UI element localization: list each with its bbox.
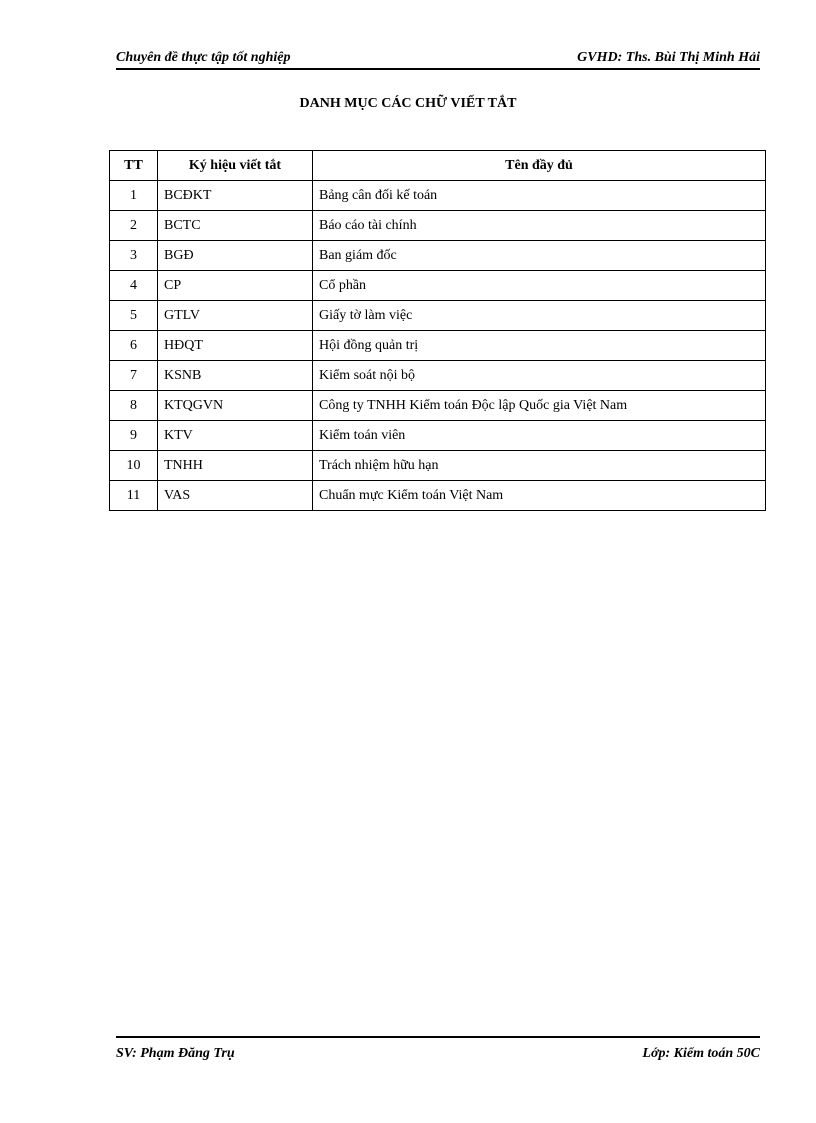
row-abbreviation: BCĐKT [158, 181, 313, 211]
row-full-name: Báo cáo tài chính [313, 211, 766, 241]
row-full-name: Cổ phần [313, 271, 766, 301]
row-number: 1 [110, 181, 158, 211]
row-number: 10 [110, 451, 158, 481]
table-row [110, 421, 766, 451]
row-full-name: Ban giám đốc [313, 241, 766, 271]
table-row [110, 211, 766, 241]
abbreviation-table [109, 150, 766, 511]
row-full-name: Hội đồng quản trị [313, 331, 766, 361]
row-number: 11 [110, 481, 158, 511]
header-right-text: GVHD: Ths. Bùi Thị Minh Hải [577, 50, 760, 65]
table-row [110, 451, 766, 481]
row-abbreviation: TNHH [158, 451, 313, 481]
row-abbreviation: KTQGVN [158, 391, 313, 421]
page-header [116, 48, 760, 70]
row-number: 2 [110, 211, 158, 241]
table-row [110, 241, 766, 271]
page-title: DANH MỤC CÁC CHỮ VIẾT TẮT [299, 96, 517, 111]
table-row [110, 391, 766, 421]
table-row [110, 331, 766, 361]
row-full-name: Bảng cân đối kế toán [313, 181, 766, 211]
column-header-tt: TT [110, 151, 158, 181]
row-abbreviation: BGĐ [158, 241, 313, 271]
row-abbreviation: KSNB [158, 361, 313, 391]
row-number: 3 [110, 241, 158, 271]
row-full-name: Trách nhiệm hữu hạn [313, 451, 766, 481]
table-row [110, 271, 766, 301]
row-abbreviation: CP [158, 271, 313, 301]
table-header-row [110, 151, 766, 181]
row-number: 6 [110, 331, 158, 361]
row-number: 4 [110, 271, 158, 301]
table-row [110, 481, 766, 511]
row-abbreviation: VAS [158, 481, 313, 511]
row-full-name: Kiểm toán viên [313, 421, 766, 451]
row-number: 7 [110, 361, 158, 391]
footer-class-name: Lớp: Kiểm toán 50C [642, 1046, 760, 1061]
footer-student-name: SV: Phạm Đăng Trụ [116, 1046, 235, 1061]
row-full-name: Kiểm soát nội bộ [313, 361, 766, 391]
row-number: 8 [110, 391, 158, 421]
row-full-name: Công ty TNHH Kiểm toán Độc lập Quốc gia Việt Nam [313, 391, 766, 421]
column-header-abbreviation: Ký hiệu viết tắt [158, 151, 313, 181]
page-footer [116, 1036, 760, 1068]
row-abbreviation: GTLV [158, 301, 313, 331]
table-row [110, 301, 766, 331]
row-abbreviation: KTV [158, 421, 313, 451]
table-row [110, 361, 766, 391]
row-number: 9 [110, 421, 158, 451]
row-full-name: Giấy tờ làm việc [313, 301, 766, 331]
header-left-text: Chuyên đề thực tập tốt nghiệp [116, 50, 291, 65]
column-header-full-name: Tên đầy đủ [313, 151, 766, 181]
table-row [110, 181, 766, 211]
row-abbreviation: BCTC [158, 211, 313, 241]
row-full-name: Chuẩn mực Kiểm toán Việt Nam [313, 481, 766, 511]
row-number: 5 [110, 301, 158, 331]
row-abbreviation: HĐQT [158, 331, 313, 361]
